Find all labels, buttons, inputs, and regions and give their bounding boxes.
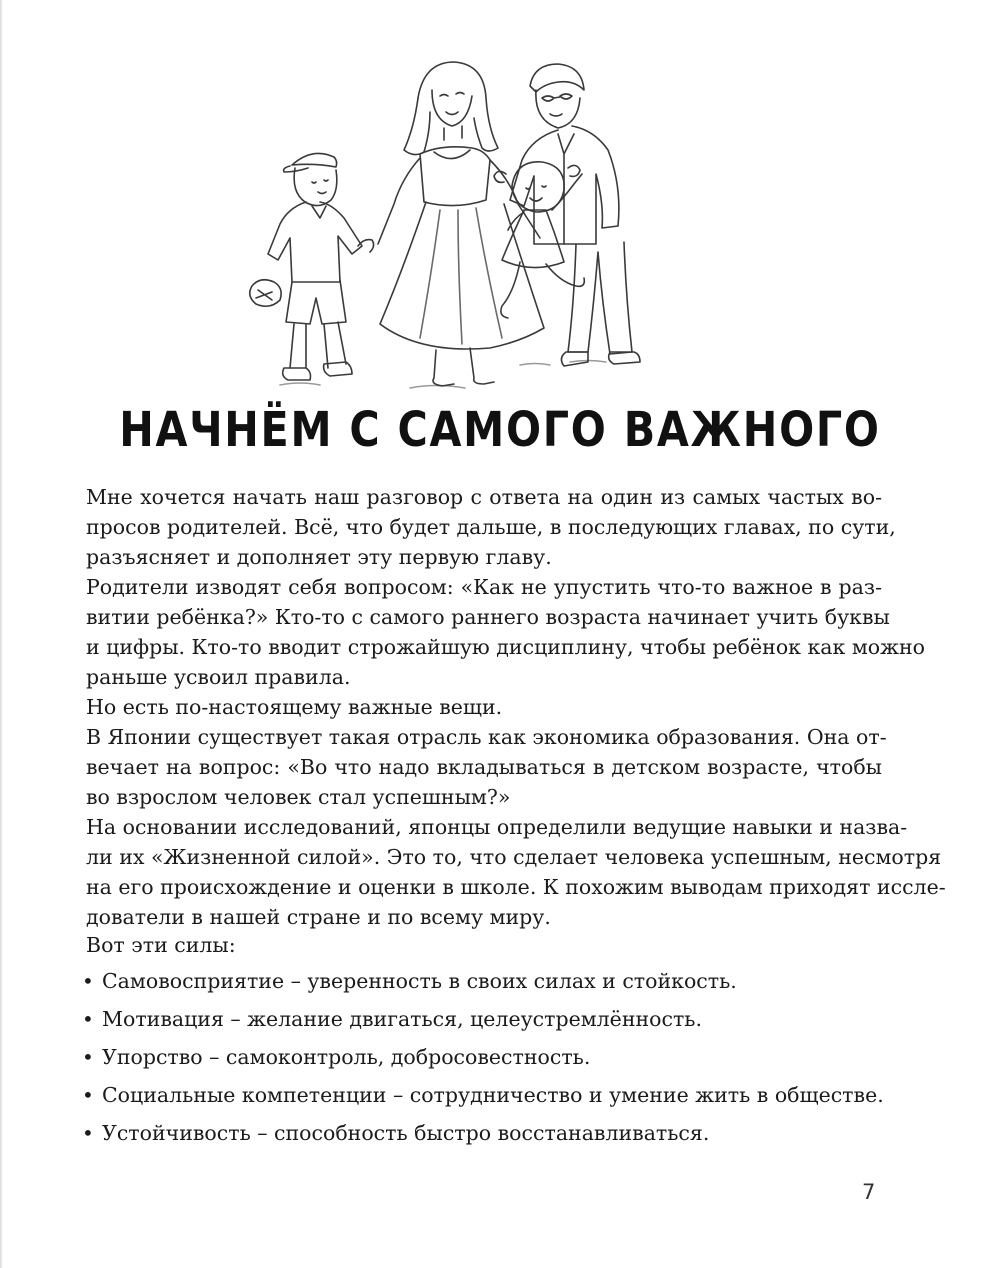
- bullet-icon: •: [82, 1121, 94, 1145]
- list-item: [82, 1042, 902, 1072]
- text-line: вечает на вопрос: «Во что надо вкладываться в детском возрасте, чтобы: [86, 755, 882, 779]
- bullet-icon: •: [82, 1007, 94, 1031]
- list-item-text: Самовосприятие – уверенность в своих силах и стойкость.: [102, 969, 737, 993]
- text-line: В Японии существует такая отрасль как экономика образования. Она от-: [86, 725, 887, 749]
- bullet-icon: •: [82, 1045, 94, 1069]
- list-item-text: Социальные компетенции – сотрудничество и умение жить в обществе.: [102, 1083, 884, 1107]
- girl-figure: [494, 162, 584, 318]
- page-number: 7: [862, 1180, 876, 1204]
- text-line: на его происхождение и оценки в школе. К похожим выводам приходят иссле-: [86, 875, 946, 899]
- text-line: ли их «Жизненной силой». Это то, что сделает человека успешным, несмотря: [86, 845, 942, 869]
- bullet-icon: •: [82, 1083, 94, 1107]
- boy-figure: [250, 153, 374, 380]
- chapter-heading: НАЧНЁМ С САМОГО ВАЖНОГО: [119, 402, 881, 458]
- text-line: На основании исследований, японцы определили ведущие навыки и назва-: [86, 815, 908, 839]
- paragraph-5: [86, 812, 946, 932]
- bullet-icon: •: [82, 969, 94, 993]
- text-line: раньше усвоил правила.: [86, 665, 351, 689]
- text-line: Родители изводят себя вопросом: «Как не упустить что-то важное в раз-: [86, 575, 882, 599]
- mother-figure: [378, 62, 544, 386]
- paragraph-4: [86, 722, 887, 812]
- paragraph-1: [86, 482, 896, 572]
- text-line: во взрослом человек стал успешным?»: [86, 785, 511, 809]
- paragraph-2: [86, 572, 926, 692]
- list-item-text: Устойчивость – способность быстро восстанавливаться.: [102, 1121, 710, 1145]
- text-line: и цифры. Кто-то вводит строжайшую дисциплину, чтобы ребёнок как можно: [86, 635, 926, 659]
- body-text: [86, 482, 946, 932]
- list-item: [82, 1080, 902, 1110]
- father-figure: [510, 64, 640, 366]
- paragraph-3: [86, 692, 882, 722]
- text-line: Но есть по-настоящему важные вещи.: [86, 695, 503, 719]
- text-line: дователи в нашей стране и по всему миру.: [86, 905, 551, 929]
- strengths-list: [82, 966, 902, 1156]
- list-item: [82, 966, 902, 996]
- text-line: витии ребёнка?» Кто-то с самого раннего возраста начинает учить буквы: [86, 605, 890, 629]
- text-line: Мне хочется начать наш разговор с ответа на один из самых частых во-: [86, 485, 882, 509]
- list-item-text: Упорство – самоконтроль, добросовестность.: [102, 1045, 591, 1069]
- list-item: [82, 1118, 902, 1148]
- list-intro: Вот эти силы:: [86, 933, 236, 957]
- text-line: просов родителей. Всё, что будет дальше, в последующих главах, по сути,: [86, 515, 896, 539]
- family-illustration: [240, 50, 680, 400]
- list-item-text: Мотивация – желание двигаться, целеустремлённость.: [102, 1007, 702, 1031]
- page-edge: [0, 0, 3, 1268]
- list-item: [82, 1004, 902, 1034]
- text-line: разъясняет и дополняет эту первую главу.: [86, 545, 552, 569]
